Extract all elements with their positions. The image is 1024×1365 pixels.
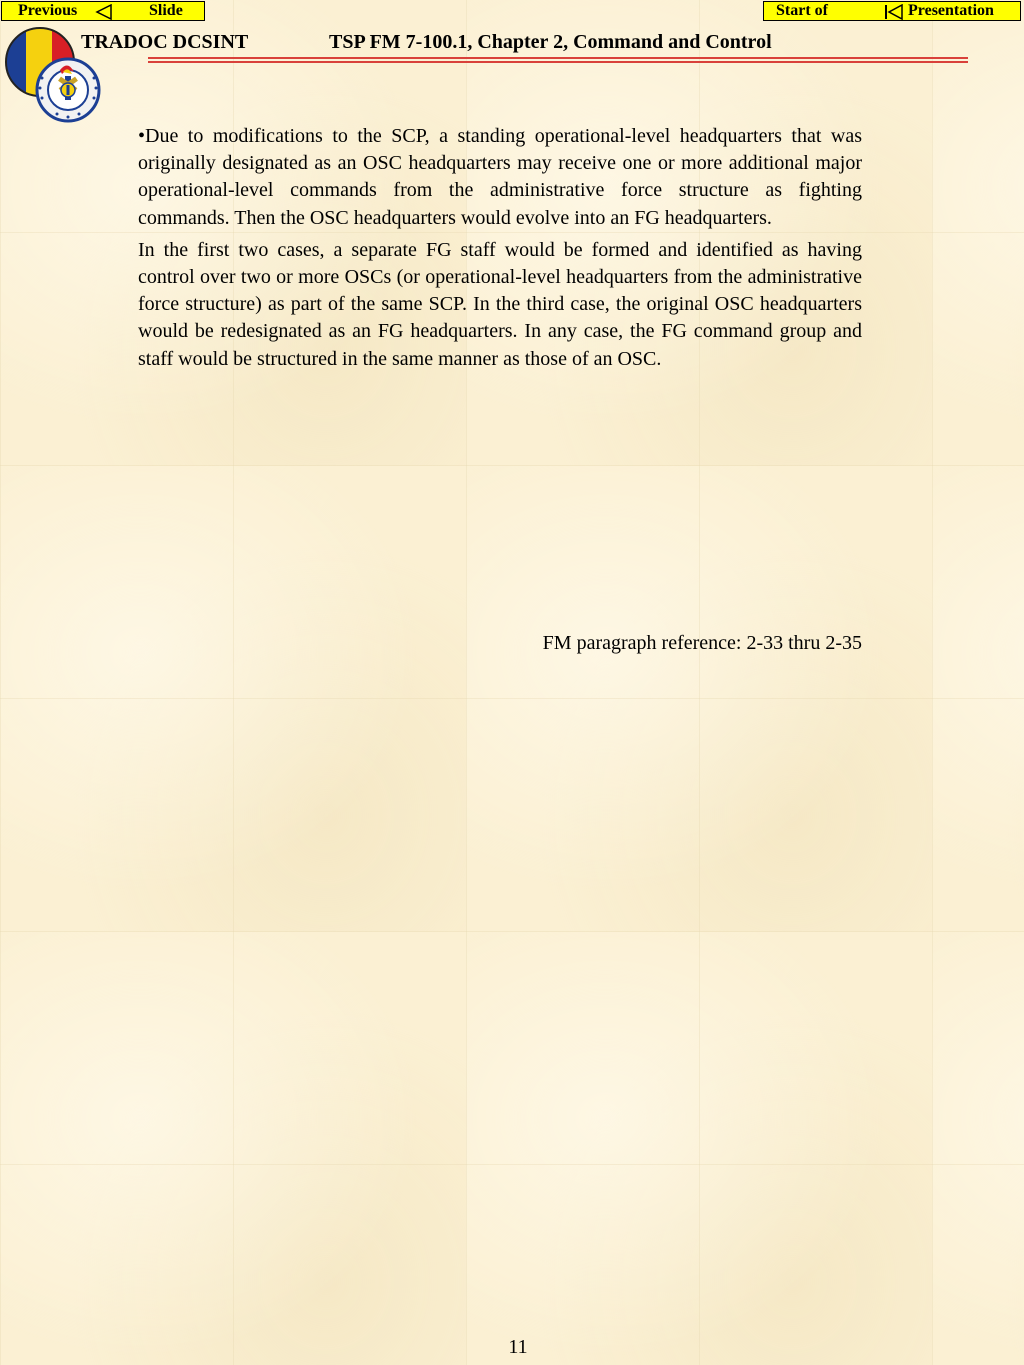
start-of-presentation-button[interactable]: [763, 1, 1021, 21]
previous-slide-button[interactable]: [1, 1, 205, 21]
header-document-title: TSP FM 7-100.1, Chapter 2, Command and Control: [329, 31, 772, 53]
header-org: TRADOC DCSINT: [81, 31, 249, 53]
start-label: Start of: [776, 2, 828, 19]
slide-body: [138, 123, 862, 378]
presentation-label: Presentation: [908, 2, 994, 19]
previous-arrow-icon: [95, 4, 113, 20]
page-number: 11: [508, 1336, 528, 1358]
slide-label: Slide: [149, 2, 183, 19]
fm-reference: FM paragraph reference: 2-33 thru 2-35: [542, 632, 862, 654]
previous-label: Previous: [18, 2, 78, 19]
body-paragraph-1: •Due to modifications to the SCP, a standing operational-level headquarters that was originally designated as an OSC headquarters may receive one or more additional major operational-level commands from the administrative force structure as fighting commands. Then the OSC headquarters would evolve into an FG headquarters.: [138, 125, 862, 229]
body-paragraph-2: In the first two cases, a separate FG staff would be formed and identified as having control over two or more OSCs (or operational-level headquarters from the administrative force structure) as part of the same SCP. In the third case, the original OSC headquarters would be redesignated as an FG headquarters. In any case, the FG command group and staff would be structured in the same manner as those of an OSC.: [138, 238, 862, 370]
header-divider: [148, 57, 968, 63]
first-slide-icon: [884, 4, 904, 20]
